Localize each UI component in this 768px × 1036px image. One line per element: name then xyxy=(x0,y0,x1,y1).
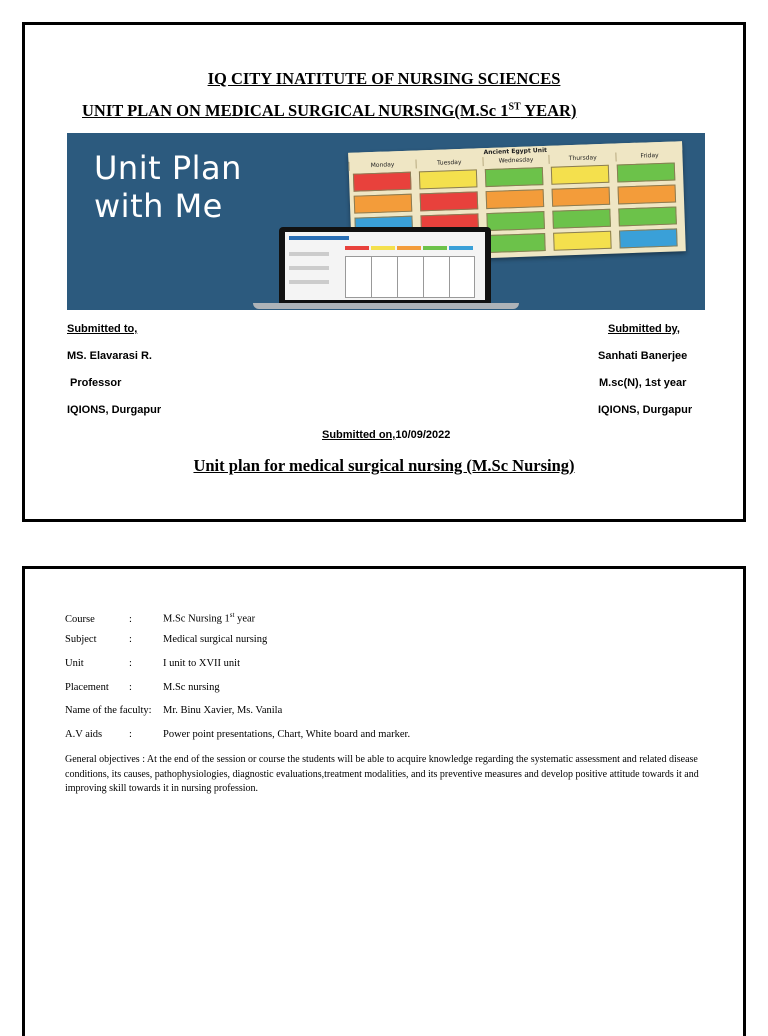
schedule-cell xyxy=(485,167,544,187)
schedule-cell xyxy=(552,209,611,229)
cover-page xyxy=(22,22,746,522)
unit-plan-heading: Unit plan for medical surgical nursing (M.Sc Nursing) xyxy=(193,456,575,475)
course-row: Course : M.Sc Nursing 1st year xyxy=(65,611,256,625)
unit-plan-banner-image xyxy=(67,133,705,310)
schedule-cell xyxy=(419,169,478,189)
submitted-by-heading: Submitted by, xyxy=(608,323,680,335)
schedule-cell xyxy=(553,231,612,251)
schedule-cell xyxy=(617,162,676,182)
schedule-cell xyxy=(486,211,545,231)
schedule-cell xyxy=(618,206,677,226)
schedule-cell xyxy=(353,172,412,192)
submitted-to-name: MS. Elavarasi R. xyxy=(67,350,152,362)
laptop-base xyxy=(253,303,519,309)
grid-days: Monday Tuesday Wednesday Thursday Friday xyxy=(348,150,682,171)
details-page xyxy=(22,566,746,1036)
grid-title: Ancient Egypt Unit xyxy=(348,141,682,162)
schedule-cell xyxy=(486,189,545,209)
laptop-image xyxy=(279,227,491,303)
schedule-cell xyxy=(354,194,413,214)
schedule-cell xyxy=(487,233,546,253)
general-objectives: General objectives : At the end of the session or course the students will be able to acquire knowledge regarding the systematic assessment and related disease conditions, its causes, pathophysiologies, diagnostic evaluations,treatment modalities, and its preventive measures and develop positive attitude towards it and improving skill towards it in nursing profession. xyxy=(65,754,699,794)
schedule-cell xyxy=(618,184,677,204)
submitted-by-name: Sanhati Banerjee xyxy=(598,350,688,362)
schedule-cell xyxy=(552,187,611,207)
submitted-to-heading: Submitted to, xyxy=(67,323,138,335)
submitted-to-org: IQIONS, Durgapur xyxy=(67,404,162,416)
submitted-to-role: Professor xyxy=(70,377,122,389)
submitted-by-org: IQIONS, Durgapur xyxy=(598,404,693,416)
schedule-cell xyxy=(619,228,678,248)
subject-row: Subject : Medical surgical nursing xyxy=(65,634,268,645)
placement-row: Placement : M.Sc nursing xyxy=(65,682,220,693)
schedule-cell xyxy=(420,191,479,211)
av-aids-row: A.V aids : Power point presentations, Chart, White board and marker. xyxy=(65,729,411,740)
unit-row: Unit : I unit to XVII unit xyxy=(65,658,240,669)
submitted-by-role: M.sc(N), 1st year xyxy=(599,377,687,389)
banner-heading: Unit Plan with Me xyxy=(94,149,242,225)
institute-title: IQ CITY INATITUTE OF NURSING SCIENCES xyxy=(207,69,561,88)
submitted-on: Submitted on,10/09/2022 xyxy=(322,429,451,441)
schedule-cell xyxy=(551,165,610,185)
plan-title: UNIT PLAN ON MEDICAL SURGICAL NURSING(M.Sc 1ST YEAR) xyxy=(82,101,577,120)
faculty-row: Name of the faculty: Mr. Binu Xavier, Ms. Vanila xyxy=(65,705,283,716)
